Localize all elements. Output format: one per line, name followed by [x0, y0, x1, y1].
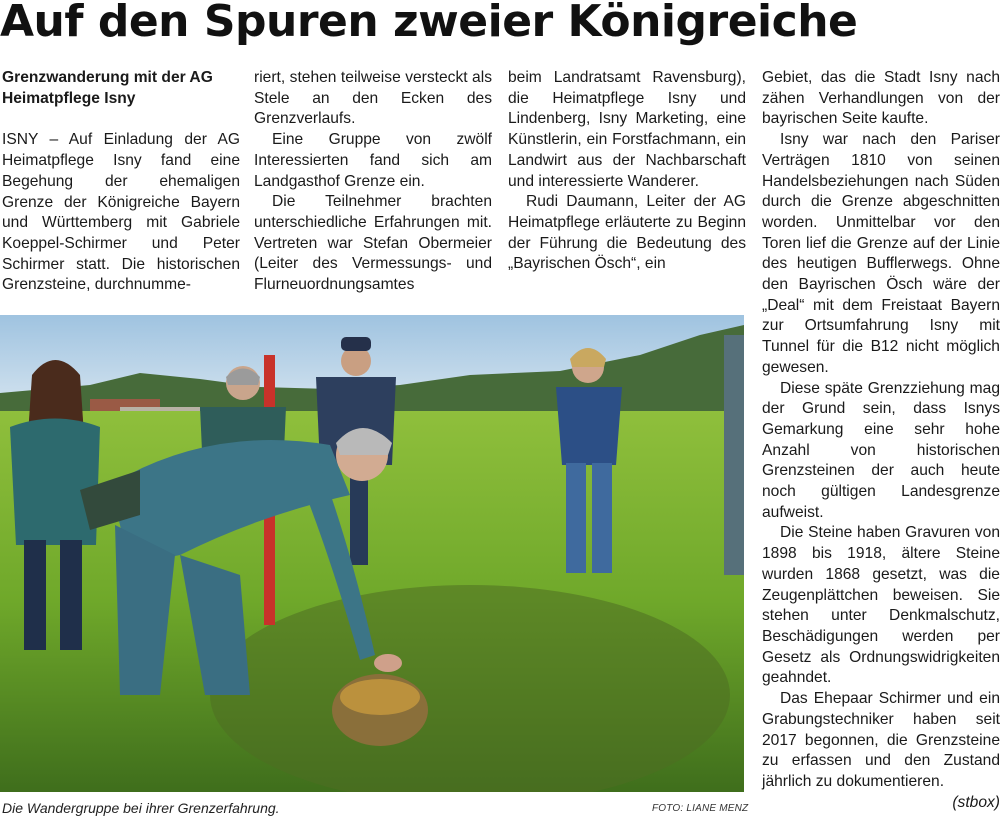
- article-headline: Auf den Spuren zweier Königreiche: [0, 0, 858, 47]
- article-column-3: [508, 68, 746, 275]
- article-paragraph: beim Landratsamt Ravensburg), die Heimatpflege Isny und Lindenberg, Isny Marketing, eine Künstlerin, ein Forstfachmann, ein Landwirt aus der Nachbarschaft und interessierte Wanderer.: [508, 69, 746, 190]
- article-paragraph: [762, 689, 1000, 811]
- article-paragraph-text: Das Ehepaar Schirmer und ein Grabungstechniker haben seit 2017 begonnen, die Grenzsteine zu erfassen und den Zustand jährlich zu dokumentieren.: [762, 690, 1000, 790]
- article-paragraph: Isny war nach den Pariser Verträgen 1810 von seinen Handelsbeziehungen nach Süden durch die Grenze abgeschnitten worden. Unmittelbar vor den Toren lief die Grenze auf der Linie des heutigen Bufflerwegs. Ohne den Bayrischen Ösch wäre der „Deal“ mit dem Freistaat Bayern zur Ortsumfahrung Isny mit Tunnel für die B12 nicht möglich gewesen.: [762, 131, 1000, 376]
- article-photo: [0, 315, 744, 792]
- photo-caption: Die Wandergruppe bei ihrer Grenzerfahrung.: [2, 800, 280, 816]
- moss: [340, 679, 420, 715]
- article-paragraph: Rudi Daumann, Leiter der AG Heimatpflege erläuterte zu Beginn der Führung die Bedeutung des „Bayrischen Ösch“, ein: [508, 193, 746, 273]
- article-paragraph: Die Teilnehmer brachten unterschiedliche Erfahrungen mit. Vertreten war Stefan Obermeier (Leiter des Vermessungs- und Flurneuordnungsamtes: [254, 193, 492, 294]
- article-column-2: [254, 68, 492, 296]
- article-subheadline: Grenzwanderung mit der AG Heimatpflege Isny: [2, 69, 213, 107]
- author-signature: (stbox): [952, 793, 1000, 811]
- article-paragraph: Diese späte Grenzziehung mag der Grund sein, dass Isnys Gemarkung eine sehr hohe Anzahl von historischen Grenzsteinen der auch heute noch gültigen Landesgrenze aufweist.: [762, 379, 1000, 521]
- article-paragraph: Die Steine haben Gravuren von 1898 bis 1918, ältere Steine wurden 1868 gesetzt, was die Zeugenplättchen beweisen. Sie stehen unter Denkmalschutz, Beschädigungen werden per Gesetz als Ordnungswidrigkeiten geahndet.: [762, 524, 1000, 687]
- article-paragraph: riert, stehen teilweise versteckt als Stele an den Ecken des Grenzverlaufs.: [254, 69, 492, 128]
- article-paragraph: Eine Gruppe von zwölf Interessierten fand sich am Landgasthof Grenze ein.: [254, 131, 492, 190]
- article-paragraph: ISNY – Auf Einladung der AG Heimatpflege Isny fand eine Begehung der ehemaligen Grenze der Königreiche Bayern und Württemberg mit Gabriele Koeppel-Schirmer und Peter Schirmer statt. Die historischen Grenzsteine, durchnumme-: [2, 131, 240, 294]
- photo-credit: FOTO: LIANE MENZ: [652, 803, 749, 814]
- person-edge: [724, 335, 744, 575]
- article-column-4: [762, 68, 1000, 813]
- photo-illustration: [0, 315, 744, 792]
- article-paragraph: Gebiet, das die Stadt Isny nach zähen Verhandlungen von der bayrischen Seite kaufte.: [762, 69, 1000, 128]
- article-column-1: [2, 68, 240, 296]
